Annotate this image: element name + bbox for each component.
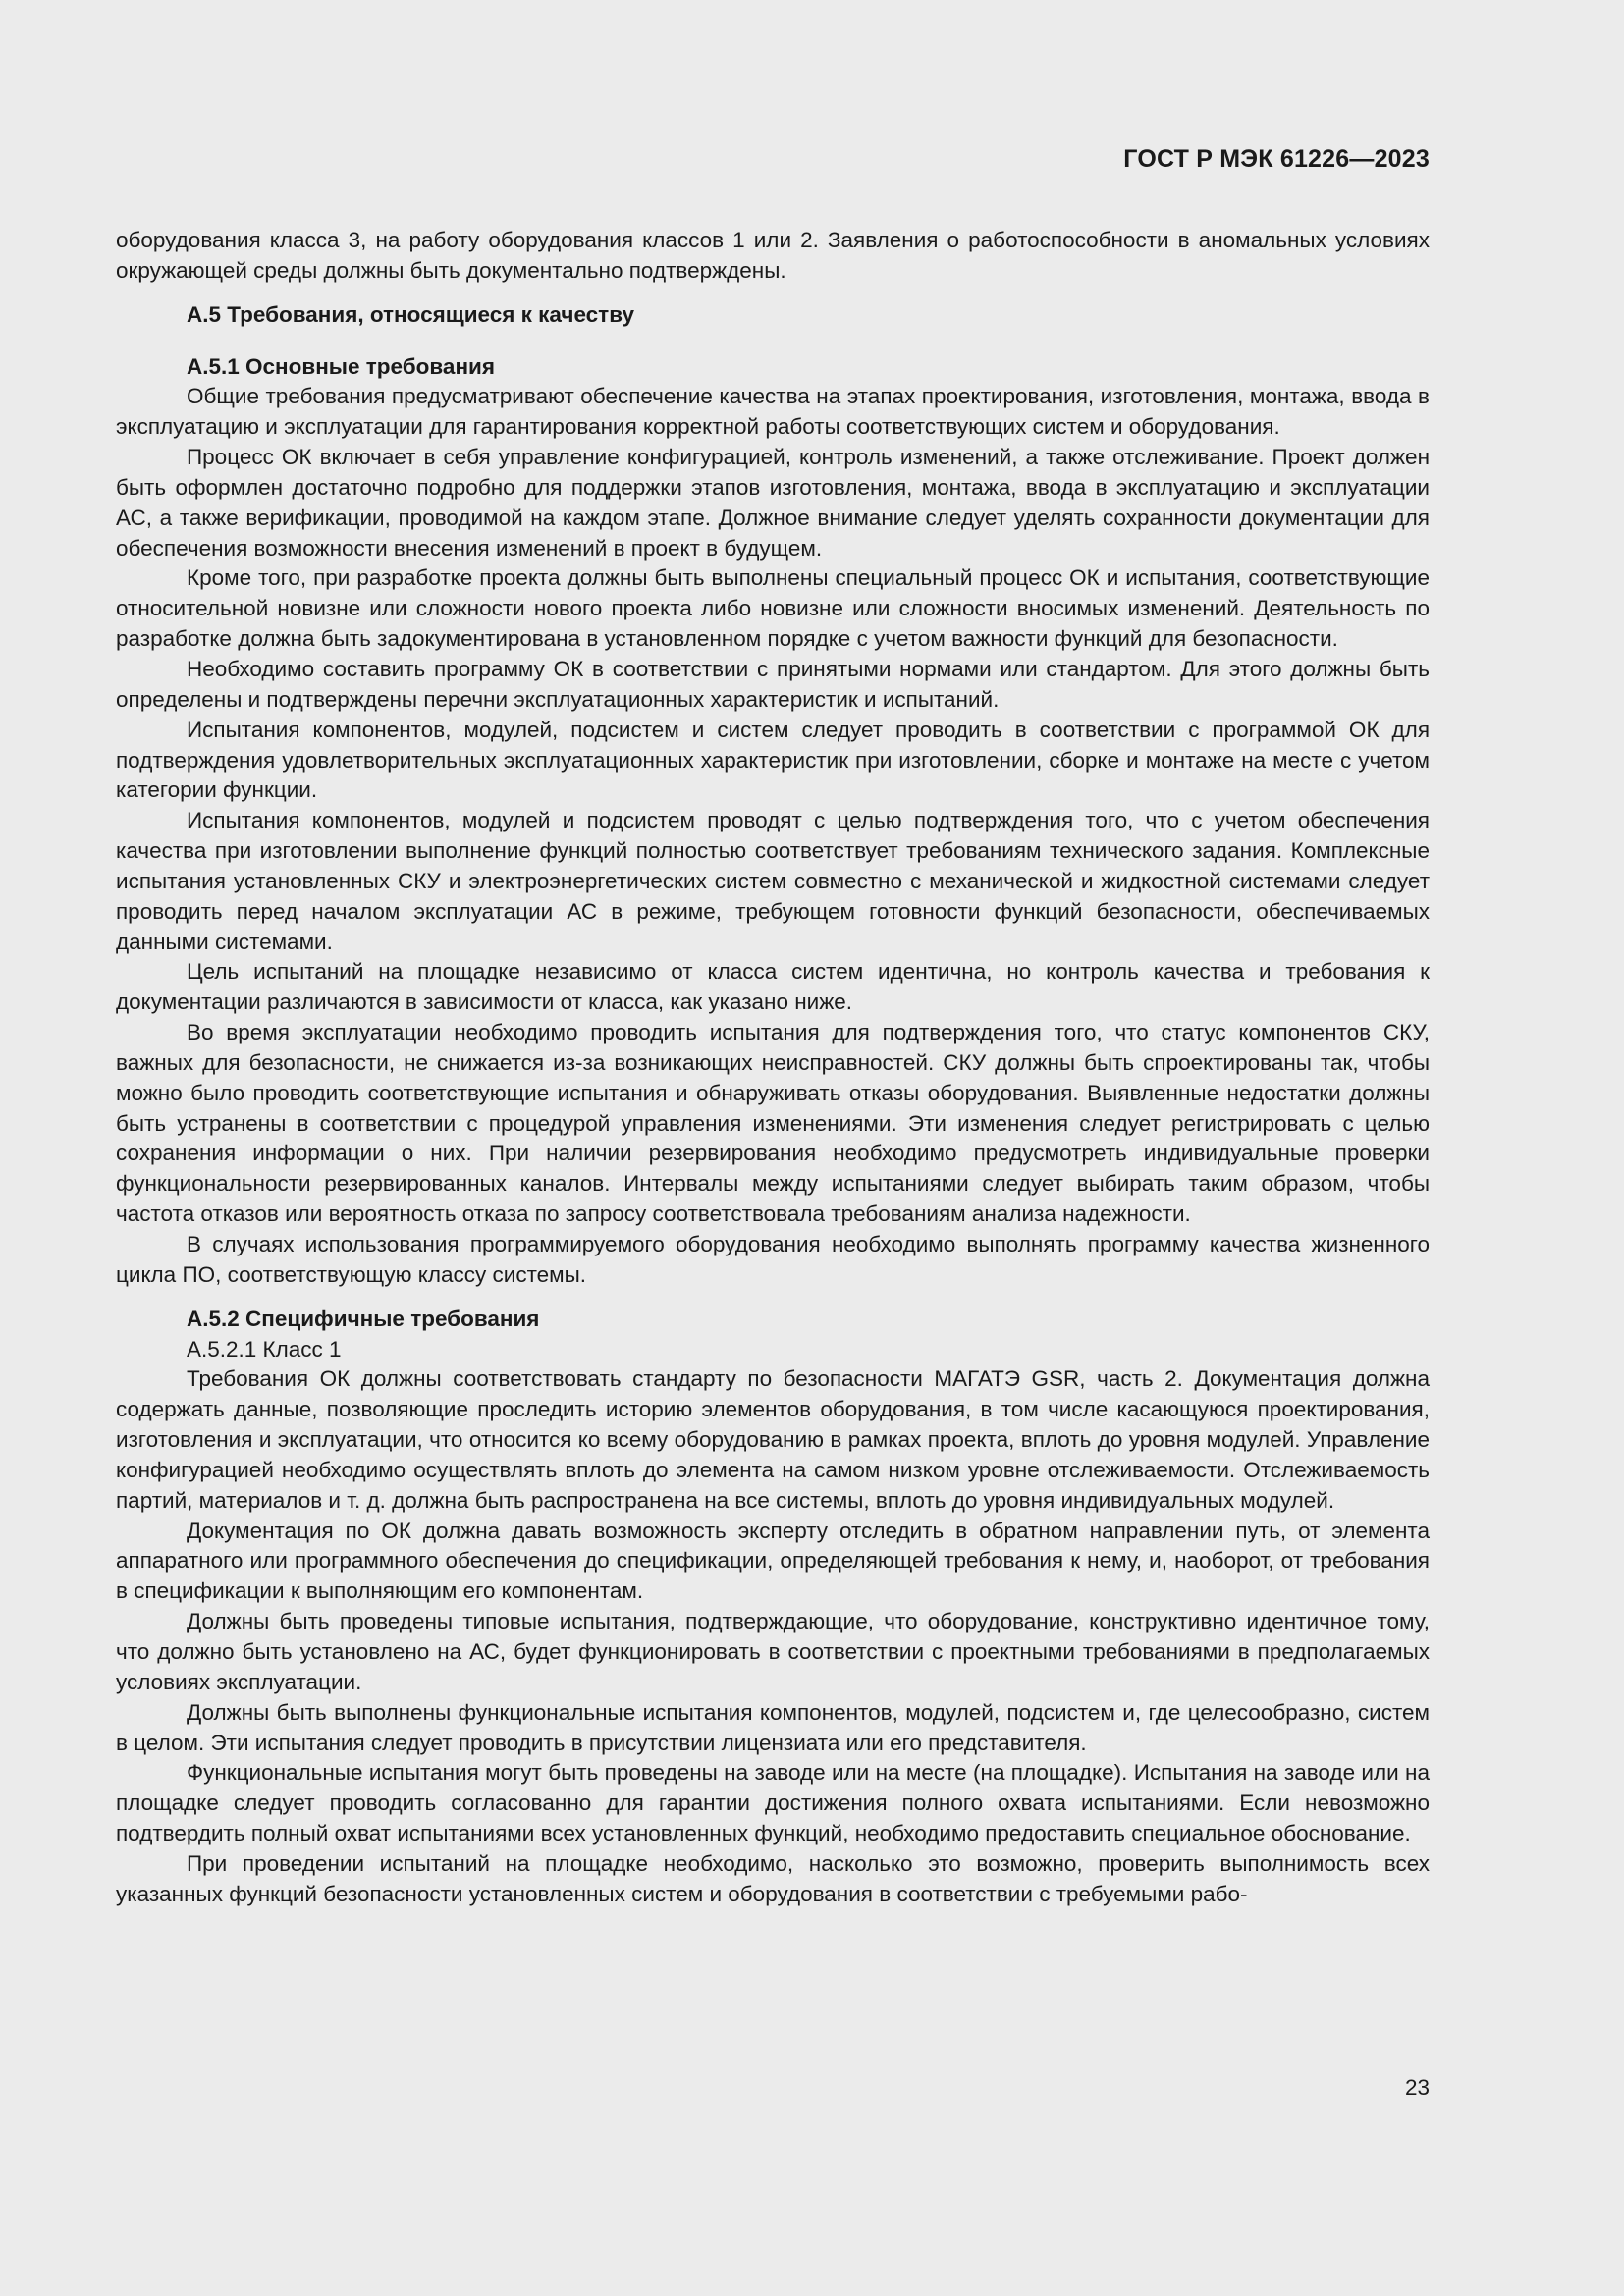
document-body: [116, 226, 1430, 1910]
paragraph: Кроме того, при разработке проекта должны быть выполнены специальный процесс ОК и испытания, соответствующие относительной новизне или сложности нового проекта либо новизне или сложности вносимых изменений. Деятельность по разработке должна быть задокументирована в установленном порядке с учетом важности функций для безопасности.: [116, 565, 1430, 652]
page-number: 23: [1404, 2075, 1430, 2100]
paragraph: Общие требования предусматривают обеспечение качества на этапах проектирования, изготовления, монтажа, ввода в эксплуатацию и эксплуатации для гарантирования корректной работы соответствующих систем и оборудования.: [116, 384, 1430, 440]
paragraph: Цель испытаний на площадке независимо от класса систем идентична, но контроль качества и требования к документации различаются в зависимости от класса, как указано ниже.: [116, 959, 1430, 1015]
paragraph: Функциональные испытания могут быть проведены на заводе или на месте (на площадке). Испытания на заводе или на площадке следует проводить согласованно для гарантии достижения полного охвата испытаниями. Если невозможно подтвердить полный охват испытаниями всех установленных функций, необходимо предоставить специальное обоснование.: [116, 1760, 1430, 1846]
section-heading-a5: А.5 Требования, относящиеся к качеству: [187, 301, 634, 327]
paragraph: При проведении испытаний на площадке необходимо, насколько это возможно, проверить выполнимость всех указанных функций безопасности установленных систем и оборудования в соответствии с требуемыми рабо-: [116, 1850, 1430, 1906]
paragraph: оборудования класса 3, на работу оборудования классов 1 или 2. Заявления о работоспособности в аномальных условиях окружающей среды должны быть документально подтверждены.: [116, 228, 1430, 283]
section-heading-a5-2: А.5.2 Специфичные требования: [187, 1306, 540, 1331]
paragraph: Необходимо составить программу ОК в соответствии с принятыми нормами или стандартом. Для этого должны быть определены и подтверждены перечни эксплуатационных характеристик и испытаний.: [116, 656, 1430, 712]
standard-header: ГОСТ Р МЭК 61226—2023: [1123, 145, 1430, 173]
paragraph: Процесс ОК включает в себя управление конфигурацией, контроль изменений, а также отслеживание. Проект должен быть оформлен достаточно подробно для поддержки этапов изготовления, монтажа, ввода в эксплуатацию и эксплуатации АС, а также верификации, проводимой на каждом этапе. Должное внимание следует уделять сохранности документации для обеспечения возможности внесения изменений в проект в будущем.: [116, 445, 1430, 561]
section-heading-a5-1: А.5.1 Основные требования: [187, 353, 496, 379]
paragraph: Должны быть выполнены функциональные испытания компонентов, модулей, подсистем и, где целесообразно, систем в целом. Эти испытания следует проводить в присутствии лицензиата или его представителя.: [116, 1699, 1430, 1755]
paragraph: Требования ОК должны соответствовать стандарту по безопасности МАГАТЭ GSR, часть 2. Документация должна содержать данные, позволяющие проследить историю элементов оборудования, в том числе касающуюся проектирования, изготовления и эксплуатации, что относится ко всему оборудованию в рамках проекта, вплоть до уровня модулей. Управление конфигурацией необходимо осуществлять вплоть до элемента на самом низком уровне отслеживаемости. Отслеживаемость партий, материалов и т. д. должна быть распространена на все системы, вплоть до уровня индивидуальных модулей.: [116, 1366, 1430, 1513]
subsection-heading-a5-2-1: А.5.2.1 Класс 1: [187, 1336, 342, 1362]
paragraph: Испытания компонентов, модулей и подсистем проводят с целью подтверждения того, что с учетом обеспечения качества при изготовлении выполнение функций полностью соответствует требованиям технического задания. Комплексные испытания установленных СКУ и электроэнергетических систем совместно с механической и жидкостной системами следует проводить перед началом эксплуатации АС в режиме, требующем готовности функций безопасности, обеспечиваемых данными системами.: [116, 808, 1430, 954]
paragraph: Должны быть проведены типовые испытания, подтверждающие, что оборудование, конструктивно идентичное тому, что должно быть установлено на АС, будет функционировать в соответствии с проектными требованиями в предполагаемых условиях эксплуатации.: [116, 1609, 1430, 1694]
paragraph: Документация по ОК должна давать возможность эксперту отследить в обратном направлении путь, от элемента аппаратного или программного обеспечения до спецификации, определяющей требования к нему, и, наоборот, от требования в спецификации к выполняющим его компонентам.: [116, 1518, 1430, 1604]
paragraph: Испытания компонентов, модулей, подсистем и систем следует проводить в соответствии с программой ОК для подтверждения удовлетворительных эксплуатационных характеристик при изготовлении, сборке и монтаже на месте с учетом категории функции.: [116, 717, 1430, 803]
paragraph: В случаях использования программируемого оборудования необходимо выполнять программу качества жизненного цикла ПО, соответствующую классу системы.: [116, 1232, 1430, 1287]
paragraph: Во время эксплуатации необходимо проводить испытания для подтверждения того, что статус компонентов СКУ, важных для безопасности, не снижается из-за возникающих неисправностей. СКУ должны быть спроектированы так, чтобы можно было проводить соответствующие испытания и обнаруживать отказы оборудования. Выявленные недостатки должны быть устранены в соответствии с процедурой управления изменениями. Эти изменения следует регистрировать с целью сохранения информации о них. При наличии резервирования необходимо предусмотреть индивидуальные проверки функциональности резервированных каналов. Интервалы между испытаниями следует выбирать таким образом, чтобы частота отказов или вероятность отказа по запросу соответствовала требованиям анализа надежности.: [116, 1020, 1430, 1227]
